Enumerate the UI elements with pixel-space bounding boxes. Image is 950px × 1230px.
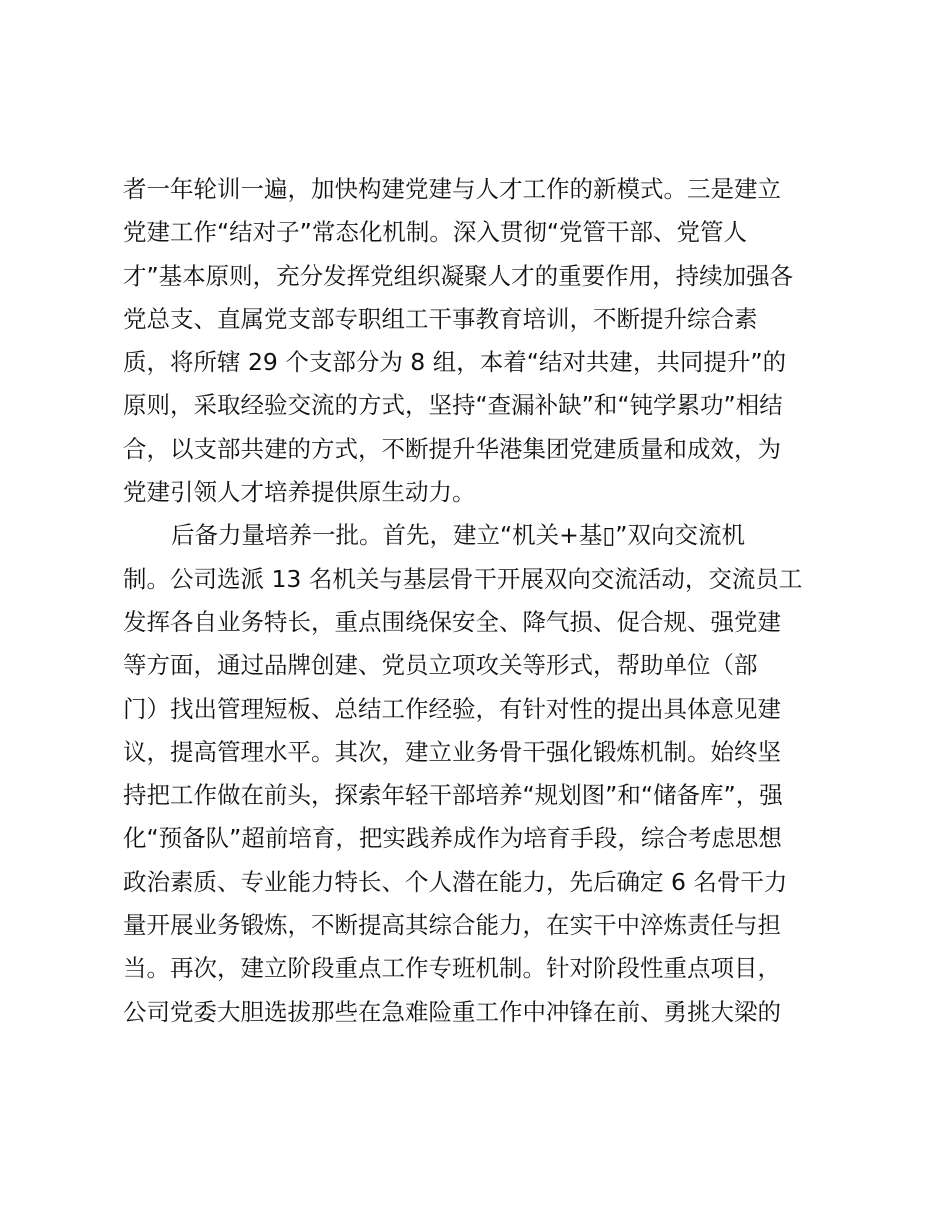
text-line: 者一年轮训一遍，加快构建党建与人才工作的新模式。三是建立	[123, 175, 781, 203]
text-line: 等方面，通过品牌创建、党员立项攻关等形式，帮助单位（部	[123, 651, 758, 680]
text-line: 才”基本原则，充分发挥党组织凝聚人才的重要作用，持续加强各	[123, 261, 794, 290]
text-line: 公司党委大胆选拔那些在急难险重工作中冲锋在前、勇挑大梁的	[123, 997, 781, 1026]
paragraph-start-line: 后备力量培养一批。首先，建立“机关+基▯”双向交流机	[171, 521, 745, 550]
text-line: 发挥各自业务特长，重点围绕保安全、降气损、促合规、强党建	[123, 607, 781, 636]
text-line: 当。再次，建立阶段重点工作专班机制。针对阶段性重点项目，	[123, 954, 781, 983]
text-line: 政治素质、专业能力特长、个人潜在能力，先后确定 6 名骨干力	[123, 867, 788, 896]
text-line: 持把工作做在前头，探索年轻干部培养“规划图”和“储备库”，强	[123, 781, 783, 810]
text-line: 党建工作“结对子”常态化机制。深入贯彻“党管干部、党管人	[123, 218, 748, 247]
text-line: 党建引领人才培养提供原生动力。	[123, 478, 476, 507]
text-line: 制。公司选派 13 名机关与基层骨干开展双向交流活动，交流员工	[123, 564, 803, 593]
text-line: 门）找出管理短板、总结工作经验，有针对性的提出具体意见建	[123, 694, 781, 723]
text-line: 质，将所辖 29 个支部分为 8 组，本着“结对共建，共同提升”的	[123, 348, 787, 377]
text-line: 合，以支部共建的方式，不断提升华港集团党建质量和成效，为	[123, 434, 781, 463]
text-line: 议，提高管理水平。其次，建立业务骨干强化锻炼机制。始终坚	[123, 737, 781, 766]
text-line: 党总支、直属党支部专职组工干事教育培训，不断提升综合素	[123, 304, 758, 333]
text-line: 原则，采取经验交流的方式，坚持“查漏补缺”和“钝学累功”相结	[123, 391, 783, 420]
text-line: 量开展业务锻炼，不断提高其综合能力，在实干中淬炼责任与担	[123, 911, 781, 940]
body-text	[123, 168, 843, 1034]
text-line: 化“预备队”超前培育，把实践养成作为培育手段，综合考虑思想	[123, 824, 782, 853]
